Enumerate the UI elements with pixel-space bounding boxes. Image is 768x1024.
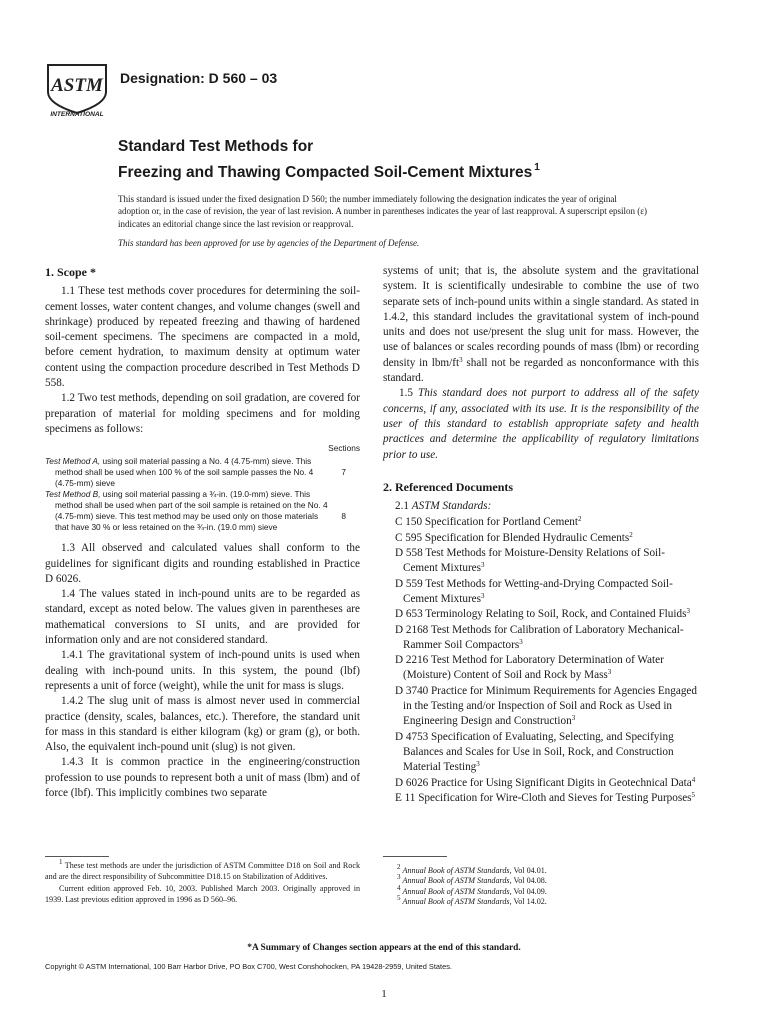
method-a-name: Test Method A, [45, 456, 101, 467]
reference-footnote-mark: 3 [481, 591, 485, 600]
subheading-label: ASTM Standards: [411, 500, 492, 513]
reference-item [383, 776, 699, 791]
sections-label: Sections [328, 443, 360, 454]
footnote-item [397, 863, 697, 876]
units-continuation-a: systems of unit; that is, the absolute system and the gravitational system. It is scientifically undesirable to combine the use of two separate sets of inch-pound units within a single standard. As stated in 1.4.2, this standard includes the gravitational system of inch-pound units and does not use/present the slug unit for mass. However, the use of balances or scales recording pounds of mass (lbm) or recording density in lbm/ft [383, 265, 699, 369]
footnote-mark: 4 [397, 883, 401, 892]
footnote-book: Annual Book of ASTM Standards [402, 876, 510, 886]
paragraph-1-3: 1.3 All observed and calculated values shall conform to the guidelines for significant digits and rounding established in Practice D 6026. [45, 542, 360, 585]
designation: Designation: D 560 – 03 [120, 70, 278, 86]
paragraph-1-4-1: 1.4.1 The gravitational system of inch-pound units is used when dealing with inch-pound units. In this system, the pound (lbf) represents a unit of force (weight), while the unit for mass is slugs. [45, 649, 360, 692]
footnote-book: Annual Book of ASTM Standards [402, 896, 510, 906]
notice-text: This standard is issued under the fixed designation D 560; the number immediately following the designation indicates the year of original adoption or, in the case of revision, the year of last revision. A number in parentheses indicates the year of last reapproval. A superscript epsilon (ε) indicates an editorial change since the last revision or reapproval. [118, 194, 648, 229]
footnote-1-jurisdiction [45, 860, 360, 883]
left-column [45, 264, 360, 801]
title-footnote-mark: 1 [534, 162, 540, 173]
footnote-item [397, 893, 697, 907]
reference-item [383, 623, 699, 654]
reference-footnote-mark: 3 [571, 714, 576, 723]
designation-notice [118, 193, 648, 249]
footnote-item [397, 883, 697, 897]
method-a-text: using soil material passing a No. 4 (4.75-mm) sieve. This method shall be used when 100 % of the soil sample passes the No. 4 (4.75-mm) sieve [55, 456, 314, 489]
reference-text: C 595 Specification for Blended Hydraulic Cements [395, 531, 630, 544]
copyright-line: Copyright © ASTM International, 100 Barr Harbor Drive, PO Box C700, West Conshohocken, PA 19428-2959, United States. [45, 962, 452, 971]
footnote-1 [45, 860, 360, 905]
test-method-a [45, 456, 360, 489]
reference-footnote-mark: 5 [691, 790, 696, 799]
footnotes-right [397, 863, 697, 907]
reference-text: C 150 Specification for Portland Cement [395, 516, 579, 529]
subheading-number: 2.1 [395, 500, 412, 513]
paragraph-1-4: 1.4 The values stated in inch-pound units are to be regarded as standard, except as noted below. The values given in parentheses are mathematical conversions to SI units, and are provided for information only and are not considered standard. [45, 588, 360, 647]
title-line-1: Standard Test Methods for [118, 138, 314, 155]
reference-footnote-mark: 2 [629, 530, 633, 539]
title-line-2-text: Freezing and Thawing Compacted Soil-Cement Mixtures [118, 164, 533, 181]
footnote-volume: , Vol 04.09. [509, 886, 547, 896]
footnote-book: Annual Book of ASTM Standards [402, 866, 510, 875]
reference-item [383, 577, 699, 608]
reference-item [383, 531, 699, 546]
method-b-name: Test Method B, [45, 489, 101, 500]
document-title [118, 136, 540, 183]
reference-footnote-mark: 3 [519, 637, 523, 646]
reference-text: D 2216 Test Method for Laboratory Determination of Water (Moisture) Content of Soil and Rock by Mass [395, 654, 664, 682]
reference-footnote-mark: 3 [476, 760, 480, 769]
footnote-book: Annual Book of ASTM Standards [402, 886, 510, 896]
reference-item [383, 607, 699, 622]
method-b-text: using soil material passing a ¾-in. (19.0-mm) sieve. This method shall be used when part of the soil sample is retained on the No. 4 (4.75-mm) sieve. This test method may be used only on those materials that have 30 % or less retained on the ¾-in. (19.0 mm) sieve [55, 489, 328, 533]
reference-list [383, 499, 699, 806]
reference-item [383, 791, 699, 806]
reference-text: D 558 Test Methods for Moisture-Density Relations of Soil-Cement Mixtures [395, 547, 665, 575]
reference-footnote-mark: 2 [578, 515, 582, 524]
referenced-documents-heading: 2. Referenced Documents [383, 479, 514, 494]
reference-item [383, 515, 699, 530]
dod-approval: This standard has been approved for use by agencies of the Department of Defense. [118, 237, 420, 248]
method-b-description [45, 489, 330, 533]
svg-text:INTERNATIONAL: INTERNATIONAL [50, 111, 104, 118]
method-b-section: 8 [341, 511, 346, 522]
reference-item [383, 730, 699, 776]
footnote-divider-left [45, 856, 109, 857]
summary-of-changes-note: *A Summary of Changes section appears at the end of this standard. [247, 943, 521, 953]
paragraph-1-1: 1.1 These test methods cover procedures for determining the soil-cement losses, water content changes, and volume changes (swell and shrinkage) produced by repeated freezing and thawing of hardened soil-cement specimens. The specimens are compacted in a mold, before cement hydration, to maximum density at optimum water content using the compaction procedure described in Test Methods D 558. [45, 285, 360, 390]
astm-standards-subheading [383, 499, 699, 514]
reference-item [383, 546, 699, 577]
right-column [383, 264, 699, 806]
reference-footnote-mark: 4 [691, 775, 696, 784]
footnote-mark: 2 [397, 863, 401, 871]
footnote-volume: , Vol 04.08. [509, 876, 547, 886]
reference-footnote-mark: 3 [686, 607, 690, 616]
footnote-mark: 5 [397, 893, 401, 902]
method-a-description [45, 456, 330, 489]
footnote-1-edition: Current edition approved Feb. 10, 2003. Published March 2003. Originally approved in 1939. Last previous edition approved in 1996 as D 560–96. [45, 883, 360, 904]
reference-item [383, 653, 699, 684]
paragraph-1-5 [383, 386, 699, 462]
footnote-1-text: These test methods are under the jurisdiction of ASTM Committee D18 on Soil and Rock and are the direct responsibility of Subcommittee D18.15 on Stabilization of Additives. [45, 861, 360, 882]
page-number: 1 [381, 988, 387, 1000]
title-line-2 [118, 157, 540, 183]
footnote-mark: 3 [397, 873, 401, 882]
reference-text: D 559 Test Methods for Wetting-and-Drying Compacted Soil-Cement Mixtures [395, 577, 673, 605]
footnote-volume: , Vol 04.01. [509, 866, 547, 875]
test-method-b [45, 489, 360, 533]
reference-text: D 4753 Specification of Evaluating, Selecting, and Specifying Balances and Scales for Use in Soil, Rock, and Construction Material Testing [395, 730, 674, 774]
reference-text: D 6026 Practice for Using Significant Digits in Geotechnical Data [395, 776, 692, 789]
reference-footnote-mark: 3 [607, 668, 612, 677]
footnote-volume: , Vol 14.02. [509, 896, 547, 906]
paragraph-1-2: 1.2 Two test methods, depending on soil gradation, are covered for preparation of material for molding specimens and for molding specimens as follows: [45, 392, 360, 435]
reference-item [383, 684, 699, 730]
footnote-item [397, 873, 697, 886]
svg-text:ASTM: ASTM [51, 75, 103, 96]
scope-heading: 1. Scope * [45, 265, 96, 279]
paragraph-1-5-number: 1.5 [399, 387, 418, 400]
reference-footnote-mark: 3 [481, 561, 485, 570]
reference-text: E 11 Specification for Wire-Cloth and Sieves for Testing Purposes [395, 791, 692, 804]
footnote-divider-right [383, 856, 447, 857]
footnote-1-mark: 1 [59, 858, 63, 866]
paragraph-1-4-2: 1.4.2 The slug unit of mass is almost never used in commercial practice (density, scales, balances, etc.). Therefore, the standard unit for mass in this standard is either kilogram (kg) or gram (g), or both. Also, the equivalent inch-pound unit (slug) is not given. [45, 695, 360, 754]
cubic-superscript: 3 [459, 355, 463, 364]
reference-text: D 653 Terminology Relating to Soil, Rock, and Contained Fluids [395, 608, 687, 621]
method-a-section: 7 [341, 467, 346, 478]
paragraph-1-4-3: 1.4.3 It is common practice in the engineering/construction profession to use pounds to represent both a unit of mass (lbm) and of force (lbf). This implicitly combines two separate [45, 756, 360, 800]
astm-logo-icon [40, 62, 114, 118]
units-continuation [383, 264, 699, 386]
reference-text: D 2168 Test Methods for Calibration of Laboratory Mechanical-Rammer Soil Compactors [395, 623, 684, 651]
reference-text: D 3740 Practice for Minimum Requirements for Agencies Engaged in the Testing and/or Inspection of Soil and Rock as Used in Engineering Design and Construction [395, 684, 697, 728]
units-continuation-b: shall not be regarded as nonconformance with this standard. [383, 356, 699, 385]
safety-caveat: This standard does not purport to address all of the safety concerns, if any, associated with its use. It is the responsibility of the user of this standard to establish appropriate safety and health practices and determine the applicability of regulatory limitations prior to use. [383, 387, 699, 461]
